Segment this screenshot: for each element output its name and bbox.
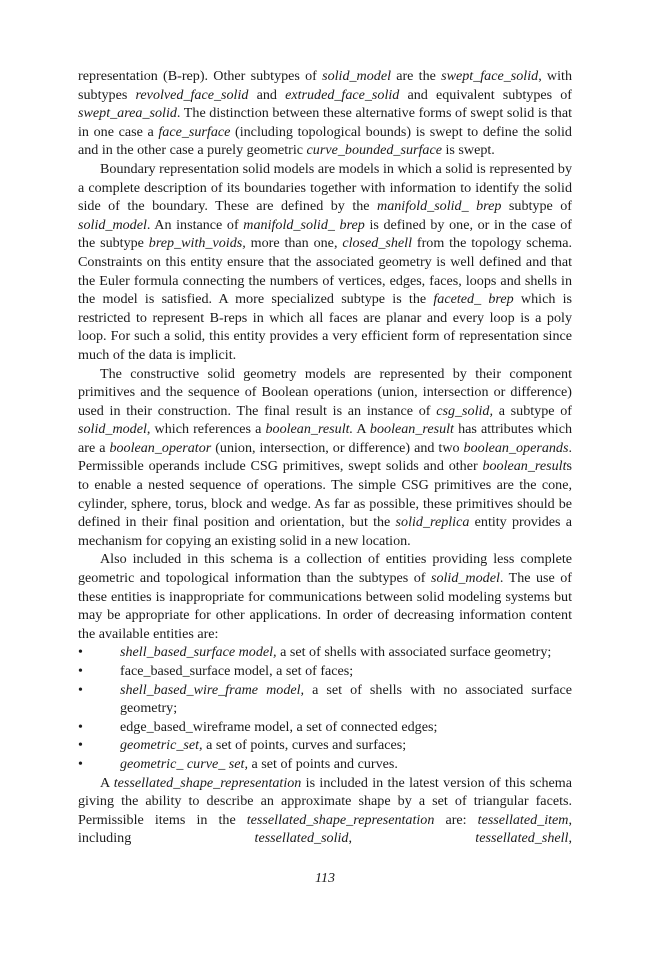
paragraph (78, 67, 572, 160)
bullet-icon: • (78, 718, 83, 735)
text-run: a set of shells with no associated surface geometry; (120, 681, 572, 717)
italic-term: boolean_operator (109, 439, 212, 456)
italic-term: tessellated_shape_representation (246, 811, 435, 828)
text-run: is swept. (441, 142, 495, 159)
text-run: subtype of (501, 198, 573, 215)
text-run: . The distinction between these alternative forms of swept solid is that in one case a (78, 105, 572, 140)
italic-term: solid_replica (395, 514, 470, 531)
text-run: entity provides a mechanism for copying an existing solid in a new location. (78, 514, 572, 549)
text-run: A (100, 774, 114, 791)
list-item (78, 736, 572, 755)
text-run: , including (78, 811, 572, 847)
text-run: The constructive solid geometry models are represented by their component primitives and the sequence of Boolean operations (union, intersection or difference) used in their construction. The final result is an instance of (78, 365, 572, 419)
text-run: , (348, 830, 476, 847)
text-run: s to enable a nested sequence of operations. The simple CSG primitives are the cone, cylinder, sphere, torus, block and wedge. As far as possible, these primitives should be defined in their final position and orientation, but the (78, 458, 572, 531)
italic-term: tessellated_shell (475, 830, 569, 847)
italic-term: face_surface (158, 123, 231, 140)
text-run: edge_based_wireframe model, a set of connected edges; (120, 718, 438, 735)
text-run: , (568, 830, 572, 847)
text-run: which is restricted to represent B-reps in which all faces are planar and every loop is a poly loop. For such a solid, this entity provides a very efficient form of representation since much of the data is implicit. (78, 291, 573, 363)
bullet-icon: • (78, 755, 83, 772)
body-text (78, 67, 572, 848)
text-run: . An instance of (146, 216, 244, 233)
italic-term: csg_solid, (436, 402, 493, 419)
text-run: and (248, 86, 286, 103)
italic-term: brep_with_voids, (148, 235, 246, 252)
italic-term: geometric_ curve_ set, (120, 755, 248, 772)
text-run: a set of shells with associated surface geometry; (276, 644, 552, 661)
bullet-icon: • (78, 644, 83, 661)
paragraphs (78, 67, 572, 643)
entity-list (78, 643, 572, 773)
italic-term: tessellated_item (477, 811, 569, 828)
final-paragraph (78, 774, 572, 848)
text-run: a set of points and curves. (247, 755, 398, 772)
text-run: and equivalent subtypes of (399, 86, 572, 103)
italic-term: tessellated_shape_representation (113, 774, 302, 791)
text-run: (including topological bounds) is swept to define the solid and in the other case a purely geometric (78, 123, 572, 159)
italic-term: solid_model (322, 68, 391, 84)
text-run: , with subtypes (78, 68, 572, 103)
list-item (78, 755, 572, 774)
italic-term: faceted_ brep (433, 291, 514, 308)
paragraph (78, 365, 572, 551)
list-item (78, 662, 572, 681)
italic-term: solid_model (78, 216, 147, 233)
text-run: are the (391, 68, 442, 84)
text-run: more than one, (245, 235, 343, 252)
text-run: . The use of these entities is inappropriate for communications between solid modeling systems but may be appropriate for other applications. In order of decreasing information content the available entities are: (78, 570, 572, 642)
text-run: representation (B-rep). Other subtypes of (78, 68, 323, 84)
italic-term: solid_model (78, 421, 147, 438)
text-run: has attributes which are a (78, 421, 572, 456)
italic-term: swept_area_solid (78, 105, 177, 122)
italic-term: extruded_face_solid (285, 86, 400, 103)
paragraph (78, 160, 572, 365)
text-run: Also included in this schema is a collection of entities providing less complete geometric and topological information than the subtypes of (78, 551, 572, 587)
paragraph (78, 550, 572, 643)
bullet-icon: • (78, 663, 83, 679)
text-run: is included in the latest version of this schema giving the ability to describe an approximate shape by a set of triangular facets. Permissible items in the (78, 774, 572, 828)
text-run: is defined by one, or in the case of the subtype (78, 216, 573, 252)
italic-term: boolean_result (482, 458, 567, 475)
text-run: . Permissible operands include CSG primitives, swept solids and other (78, 439, 572, 475)
italic-term: revolved_face_solid (135, 86, 249, 103)
list-item (78, 681, 572, 718)
list-item (78, 718, 572, 737)
text-run: Boundary representation solid models are models in which a solid is represented by a complete description of its boundaries together with information to identify the solid side of the boundary. These are defined by the (78, 160, 572, 215)
list-item (78, 643, 572, 662)
italic-term: manifold_solid_ brep (243, 216, 365, 233)
italic-term: boolean_result. (265, 421, 354, 438)
text-run: are: (434, 811, 478, 828)
text-run: (union, intersection, or difference) and two (211, 439, 464, 456)
italic-term: shell_based_wire_frame model, (120, 681, 305, 698)
bullet-icon: • (78, 681, 83, 698)
italic-term: shell_based_surface model, (120, 644, 277, 661)
page-number: 113 (315, 871, 335, 886)
text-run: , which references a (146, 421, 266, 438)
italic-term: boolean_operands (463, 439, 569, 456)
italic-term: curve_bounded_surface (306, 142, 442, 159)
italic-term: boolean_result (369, 421, 454, 438)
text-run: a subtype of (492, 402, 572, 419)
text-run: a set of points, curves and surfaces; (202, 737, 407, 754)
text-run: face_based_surface model, a set of faces; (120, 663, 354, 679)
italic-term: geometric_set, (120, 737, 203, 754)
italic-term: solid_model (430, 570, 500, 587)
text-run: A (353, 421, 370, 438)
italic-term: tessellated_solid (254, 830, 349, 847)
bullet-icon: • (78, 737, 83, 754)
italic-term: manifold_solid_ brep (377, 198, 502, 215)
italic-term: swept_face_solid (441, 68, 539, 84)
text-run: from the topology schema. Constraints on this entity ensure that the associated geometry is well defined and that the Euler formula connecting the numbers of vertices, edges, faces, loops and shells in the model is satisfied. A more specialized subtype is the (78, 235, 572, 308)
italic-term: closed_shell (342, 235, 413, 252)
